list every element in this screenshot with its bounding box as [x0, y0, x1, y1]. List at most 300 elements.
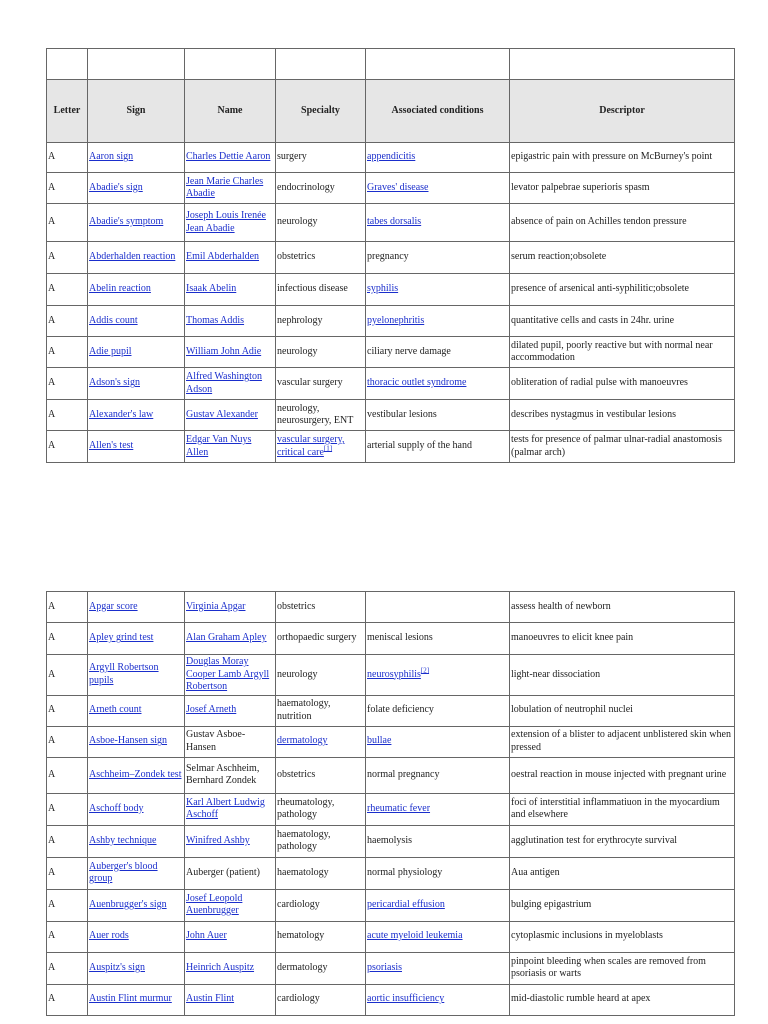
name-text: Auberger (patient) [186, 866, 260, 878]
cell-descriptor [510, 431, 735, 463]
cell-condition [366, 592, 510, 623]
condition-text: pregnancy [367, 251, 409, 263]
cell-specialty [276, 889, 366, 921]
table-row [47, 204, 735, 242]
cell-descriptor [510, 757, 735, 793]
cell-name [185, 952, 276, 984]
descriptor-text: quantitative cells and casts in 24hr. urine [511, 314, 675, 326]
cell-condition [366, 921, 510, 952]
cell-name [185, 274, 276, 306]
citation-link[interactable]: [1] [323, 444, 333, 453]
cell-condition [366, 368, 510, 400]
cell-name [185, 431, 276, 463]
cell-sign [88, 204, 185, 242]
name-text: Selmar Aschheim, Bernhard Zondek [186, 762, 260, 786]
cell-condition [366, 242, 510, 274]
table-row [47, 984, 735, 1015]
cell-name [185, 400, 276, 431]
cell-letter [47, 655, 88, 696]
name-text: Gustav Asboe-Hansen [186, 729, 246, 753]
table-row [47, 400, 735, 431]
letter-text: A [48, 898, 56, 910]
cell-descriptor [510, 655, 735, 696]
specialty-text: neurology [277, 345, 318, 357]
sign-link[interactable]: Apley grind test [89, 632, 154, 644]
specialty-text: haematology [277, 866, 329, 878]
cell-descriptor [510, 368, 735, 400]
condition-link[interactable]: pyelonephritis [367, 314, 425, 326]
table-row [47, 143, 735, 173]
cell-name [185, 921, 276, 952]
sign-link[interactable]: Adson's sign [89, 377, 140, 389]
cell-descriptor [510, 695, 735, 726]
cell-letter [47, 984, 88, 1015]
name-link[interactable]: Thomas Addis [186, 314, 245, 326]
condition-link[interactable]: thoracic outlet syndrome [367, 377, 467, 389]
cell-specialty [276, 825, 366, 857]
cell-sign [88, 143, 185, 173]
cell-specialty [276, 623, 366, 655]
cell-condition [366, 757, 510, 793]
cell-name [185, 857, 276, 889]
specialty-text: dermatology [277, 961, 328, 973]
descriptor-text: agglutination test for erythrocyte survival [511, 834, 678, 846]
name-link[interactable]: Josef Arneth [186, 704, 237, 716]
cell-sign [88, 655, 185, 696]
cell-letter [47, 306, 88, 337]
cell-specialty [276, 306, 366, 337]
cell-name [185, 173, 276, 204]
specialty-text: haematology, pathology [277, 828, 331, 852]
specialty-text: obstetrics [277, 768, 316, 780]
specialty-link[interactable]: dermatology [277, 735, 328, 747]
sign-link[interactable]: Aschheim–Zondek test [89, 768, 182, 780]
specialty-text: cardiology [277, 993, 320, 1005]
condition-text: meniscal lesions [367, 632, 433, 644]
sign-link[interactable]: Abelin reaction [89, 283, 151, 295]
letter-text: A [48, 930, 56, 942]
specialty-text: orthopaedic surgery [277, 632, 357, 644]
cell-descriptor [510, 623, 735, 655]
name-link[interactable]: William John Adie [186, 345, 262, 357]
descriptor-text: lobulation of neutrophil nuclei [511, 704, 633, 716]
cell-condition [366, 793, 510, 825]
specialty-text: hematology [277, 930, 325, 942]
cell-specialty [276, 726, 366, 757]
header-descriptor: Descriptor [510, 80, 735, 143]
cell-condition [366, 984, 510, 1015]
descriptor-text: bulging epigastrium [511, 898, 592, 910]
cell-letter [47, 592, 88, 623]
blank-row [47, 49, 735, 80]
cell-specialty [276, 337, 366, 368]
cell-sign [88, 306, 185, 337]
descriptor-text: light-near dissociation [511, 668, 601, 680]
name-link[interactable]: Winifred Ashby [186, 834, 250, 846]
cell-sign [88, 368, 185, 400]
name-link[interactable]: Alfred Washington Adson [186, 371, 262, 395]
name-link[interactable]: Charles Dettie Aaron [186, 151, 271, 163]
cell-letter [47, 793, 88, 825]
cell-letter [47, 143, 88, 173]
cell-letter [47, 952, 88, 984]
cell-descriptor [510, 143, 735, 173]
condition-link[interactable]: pericardial effusion [367, 898, 445, 910]
name-link[interactable]: Austin Flint [186, 993, 235, 1005]
cell-specialty [276, 368, 366, 400]
cell-descriptor [510, 921, 735, 952]
cell-descriptor [510, 173, 735, 204]
cell-descriptor [510, 337, 735, 368]
cell-letter [47, 921, 88, 952]
sign-link[interactable]: Abderhalden reaction [89, 251, 176, 263]
letter-text: A [48, 345, 56, 357]
cell-condition [366, 337, 510, 368]
condition-link[interactable]: syphilis [367, 283, 399, 295]
name-link[interactable]: John Auer [186, 930, 227, 942]
header-sign: Sign [88, 80, 185, 143]
table-2-body [47, 592, 735, 1016]
cell-letter [47, 173, 88, 204]
cell-condition [366, 400, 510, 431]
specialty-text: haematology, nutrition [277, 698, 331, 722]
cell-specialty [276, 173, 366, 204]
sign-link[interactable]: Aaron sign [89, 151, 134, 163]
name-link[interactable]: Virginia Apgar [186, 600, 246, 612]
letter-text: A [48, 408, 56, 420]
specialty-text: infectious disease [277, 283, 348, 295]
cell-sign [88, 984, 185, 1015]
cell-letter [47, 368, 88, 400]
descriptor-text: cytoplasmic inclusions in myeloblasts [511, 930, 663, 942]
cell-descriptor [510, 274, 735, 306]
cell-descriptor [510, 726, 735, 757]
table-row [47, 655, 735, 696]
cell-letter [47, 695, 88, 726]
cell-descriptor [510, 857, 735, 889]
letter-text: A [48, 802, 56, 814]
sign-link[interactable]: Auer rods [89, 930, 129, 942]
letter-text: A [48, 993, 56, 1005]
sign-link[interactable]: Alexander's law [89, 408, 154, 420]
condition-link[interactable]: appendicitis [367, 151, 416, 163]
table-row [47, 726, 735, 757]
cell-name [185, 825, 276, 857]
cell-specialty [276, 242, 366, 274]
table-row [47, 889, 735, 921]
cell-name [185, 143, 276, 173]
cell-sign [88, 889, 185, 921]
cell-specialty [276, 921, 366, 952]
table-row [47, 337, 735, 368]
letter-text: A [48, 768, 56, 780]
sign-link[interactable]: Apgar score [89, 600, 138, 612]
condition-text: folate deficiency [367, 704, 434, 716]
sign-link[interactable]: Ashby technique [89, 834, 157, 846]
header-letter: Letter [47, 80, 88, 143]
table-row [47, 306, 735, 337]
condition-text: arterial supply of the hand [367, 440, 472, 452]
descriptor-text: Aua antigen [511, 866, 560, 878]
name-link[interactable]: Emil Abderhalden [186, 251, 260, 263]
cell-sign [88, 726, 185, 757]
cell-sign [88, 623, 185, 655]
letter-text: A [48, 314, 56, 326]
cell-name [185, 695, 276, 726]
letter-text: A [48, 216, 56, 228]
sign-link[interactable]: Auenbrugger's sign [89, 898, 167, 910]
condition-link[interactable]: rheumatic fever [367, 802, 431, 814]
descriptor-text: foci of interstitial inflammatiuon in the myocardium and elsewhere [511, 796, 720, 820]
header-row [47, 80, 735, 143]
cell-letter [47, 337, 88, 368]
cell-condition [366, 204, 510, 242]
cell-name [185, 204, 276, 242]
cell-sign [88, 274, 185, 306]
cell-name [185, 623, 276, 655]
cell-name [185, 306, 276, 337]
cell-sign [88, 921, 185, 952]
cell-descriptor [510, 984, 735, 1015]
condition-text: normal physiology [367, 866, 443, 878]
name-link[interactable]: Douglas Moray Cooper Lamb Argyll Robertson [186, 656, 270, 692]
cell-name [185, 655, 276, 696]
table-1-body [47, 49, 735, 463]
condition-text: ciliary nerve damage [367, 345, 451, 357]
specialty-text: vascular surgery [277, 377, 343, 389]
table-row [47, 793, 735, 825]
condition-link[interactable]: neurosyphilis [367, 668, 421, 680]
cell-specialty [276, 984, 366, 1015]
descriptor-text: oestral reaction in mouse injected with pregnant urine [511, 768, 727, 780]
citation-link[interactable]: [2] [420, 666, 430, 675]
letter-text: A [48, 151, 56, 163]
name-link[interactable]: Heinrich Auspitz [186, 961, 255, 973]
cell-name [185, 757, 276, 793]
header-specialty: Specialty [276, 80, 366, 143]
cell-letter [47, 274, 88, 306]
condition-link[interactable]: acute myeloid leukemia [367, 930, 463, 942]
cell-sign [88, 242, 185, 274]
cell-descriptor [510, 825, 735, 857]
table-row [47, 274, 735, 306]
specialty-text: nephrology [277, 314, 323, 326]
cell-letter [47, 623, 88, 655]
cell-name [185, 368, 276, 400]
cell-condition [366, 655, 510, 696]
letter-text: A [48, 704, 56, 716]
condition-text: normal pregnancy [367, 768, 440, 780]
header-associated-conditions: Associated conditions [366, 80, 510, 143]
sign-link[interactable]: Arneth count [89, 704, 142, 716]
table-row [47, 592, 735, 623]
cell-descriptor [510, 306, 735, 337]
cell-letter [47, 400, 88, 431]
name-link[interactable]: Edgar Van Nuys Allen [186, 434, 252, 458]
name-link[interactable]: Isaak Abelin [186, 283, 237, 295]
cell-descriptor [510, 592, 735, 623]
cell-descriptor [510, 400, 735, 431]
table-row [47, 173, 735, 204]
name-link[interactable]: Karl Albert Ludwig Aschoff [186, 796, 265, 820]
cell-sign [88, 592, 185, 623]
specialty-text: neurology [277, 216, 318, 228]
cell-name [185, 726, 276, 757]
descriptor-text: obliteration of radial pulse with manoeuvres [511, 377, 688, 389]
specialty-text: endocrinology [277, 181, 335, 193]
condition-link[interactable]: psoriasis [367, 961, 402, 973]
specialty-text: neurology, neurosurgery, ENT [277, 402, 354, 426]
letter-text: A [48, 283, 56, 295]
sign-link[interactable]: Auspitz's sign [89, 961, 145, 973]
cell-descriptor [510, 204, 735, 242]
sign-link[interactable]: Austin Flint murmur [89, 993, 172, 1005]
sign-link[interactable]: Abadie's sign [89, 181, 143, 193]
descriptor-text: dilated pupil, poorly reactive but with normal near accommodation [511, 339, 713, 363]
signs-table-2 [46, 591, 735, 1016]
condition-link[interactable]: Graves' disease [367, 181, 429, 193]
condition-text: haemolysis [367, 834, 412, 846]
descriptor-text: assess health of newborn [511, 600, 611, 612]
table-row [47, 368, 735, 400]
specialty-text: surgery [277, 151, 307, 163]
specialty-text: obstetrics [277, 600, 316, 612]
cell-letter [47, 757, 88, 793]
cell-name [185, 793, 276, 825]
cell-specialty [276, 592, 366, 623]
descriptor-text: presence of arsenical anti-syphilitic;obsolete [511, 283, 689, 295]
name-link[interactable]: Josef Leopold Auenbrugger [186, 892, 243, 916]
table-row [47, 431, 735, 463]
cell-condition [366, 143, 510, 173]
cell-letter [47, 726, 88, 757]
name-link[interactable]: Gustav Alexander [186, 408, 258, 420]
cell-specialty [276, 695, 366, 726]
table-row [47, 623, 735, 655]
cell-condition [366, 623, 510, 655]
cell-sign [88, 952, 185, 984]
descriptor-text: mid-diastolic rumble heard at apex [511, 993, 651, 1005]
cell-sign [88, 825, 185, 857]
cell-name [185, 984, 276, 1015]
cell-name [185, 337, 276, 368]
descriptor-text: levator palpebrae superioris spasm [511, 181, 650, 193]
cell-sign [88, 173, 185, 204]
descriptor-text: extension of a blister to adjacent unblistered skin when pressed [511, 729, 731, 753]
cell-sign [88, 400, 185, 431]
sign-link[interactable]: Asboe-Hansen sign [89, 735, 168, 747]
cell-name [185, 592, 276, 623]
cell-specialty [276, 655, 366, 696]
cell-specialty [276, 757, 366, 793]
letter-text: A [48, 668, 56, 680]
letter-text: A [48, 632, 56, 644]
table-row [47, 952, 735, 984]
letter-text: A [48, 440, 56, 452]
table-row [47, 857, 735, 889]
cell-condition [366, 825, 510, 857]
cell-letter [47, 431, 88, 463]
condition-link[interactable]: tabes dorsalis [367, 216, 422, 228]
cell-letter [47, 889, 88, 921]
cell-condition [366, 274, 510, 306]
descriptor-text: describes nystagmus in vestibular lesions [511, 408, 676, 420]
name-link[interactable]: Jean Marie Charles Abadie [186, 175, 264, 199]
letter-text: A [48, 251, 56, 263]
cell-sign [88, 431, 185, 463]
cell-specialty [276, 857, 366, 889]
specialty-text: obstetrics [277, 251, 316, 263]
cell-name [185, 242, 276, 274]
letter-text: A [48, 866, 56, 878]
cell-condition [366, 889, 510, 921]
cell-specialty [276, 143, 366, 173]
cell-condition [366, 726, 510, 757]
descriptor-text: epigastric pain with pressure on McBurney's point [511, 151, 713, 163]
table-row [47, 695, 735, 726]
sign-link[interactable]: Abadie's symptom [89, 216, 164, 228]
descriptor-text: tests for presence of palmar ulnar-radial anastomosis (palmar arch) [511, 434, 722, 458]
sign-link[interactable]: Adie pupil [89, 345, 132, 357]
letter-text: A [48, 600, 56, 612]
cell-letter [47, 857, 88, 889]
condition-text: vestibular lesions [367, 408, 437, 420]
table-row [47, 757, 735, 793]
header-name: Name [185, 80, 276, 143]
cell-letter [47, 242, 88, 274]
table-row [47, 242, 735, 274]
letter-text: A [48, 735, 56, 747]
specialty-text: cardiology [277, 898, 320, 910]
descriptor-text: pinpoint bleeding when scales are removed from psoriasis or warts [511, 955, 706, 979]
sign-link[interactable]: Argyll Robertson pupils [89, 662, 159, 686]
condition-link[interactable]: aortic insufficiency [367, 993, 445, 1005]
sign-link[interactable]: Auberger's blood group [89, 860, 158, 884]
cell-specialty [276, 274, 366, 306]
letter-text: A [48, 181, 56, 193]
descriptor-text: serum reaction;obsolete [511, 251, 607, 263]
cell-sign [88, 757, 185, 793]
sign-link[interactable]: Allen's test [89, 440, 134, 452]
table-row [47, 921, 735, 952]
cell-descriptor [510, 793, 735, 825]
name-link[interactable]: Alan Graham Apley [186, 632, 267, 644]
cell-sign [88, 857, 185, 889]
condition-link[interactable]: bullae [367, 735, 392, 747]
specialty-text: neurology [277, 668, 318, 680]
cell-condition [366, 695, 510, 726]
signs-table-1 [46, 48, 735, 463]
cell-condition [366, 952, 510, 984]
specialty-link[interactable]: vascular surgery, critical care [277, 434, 345, 458]
cell-sign [88, 695, 185, 726]
descriptor-text: absence of pain on Achilles tendon pressure [511, 216, 687, 228]
letter-text: A [48, 377, 56, 389]
cell-sign [88, 793, 185, 825]
cell-specialty [276, 793, 366, 825]
cell-name [185, 889, 276, 921]
cell-condition [366, 306, 510, 337]
cell-specialty [276, 431, 366, 463]
cell-condition [366, 431, 510, 463]
letter-text: A [48, 834, 56, 846]
specialty-text: rheumatology, pathology [277, 796, 335, 820]
sign-link[interactable]: Aschoff body [89, 802, 144, 814]
letter-text: A [48, 961, 56, 973]
sign-link[interactable]: Addis count [89, 314, 138, 326]
cell-descriptor [510, 889, 735, 921]
name-link[interactable]: Joseph Louis Irenée Jean Abadie [186, 210, 266, 234]
